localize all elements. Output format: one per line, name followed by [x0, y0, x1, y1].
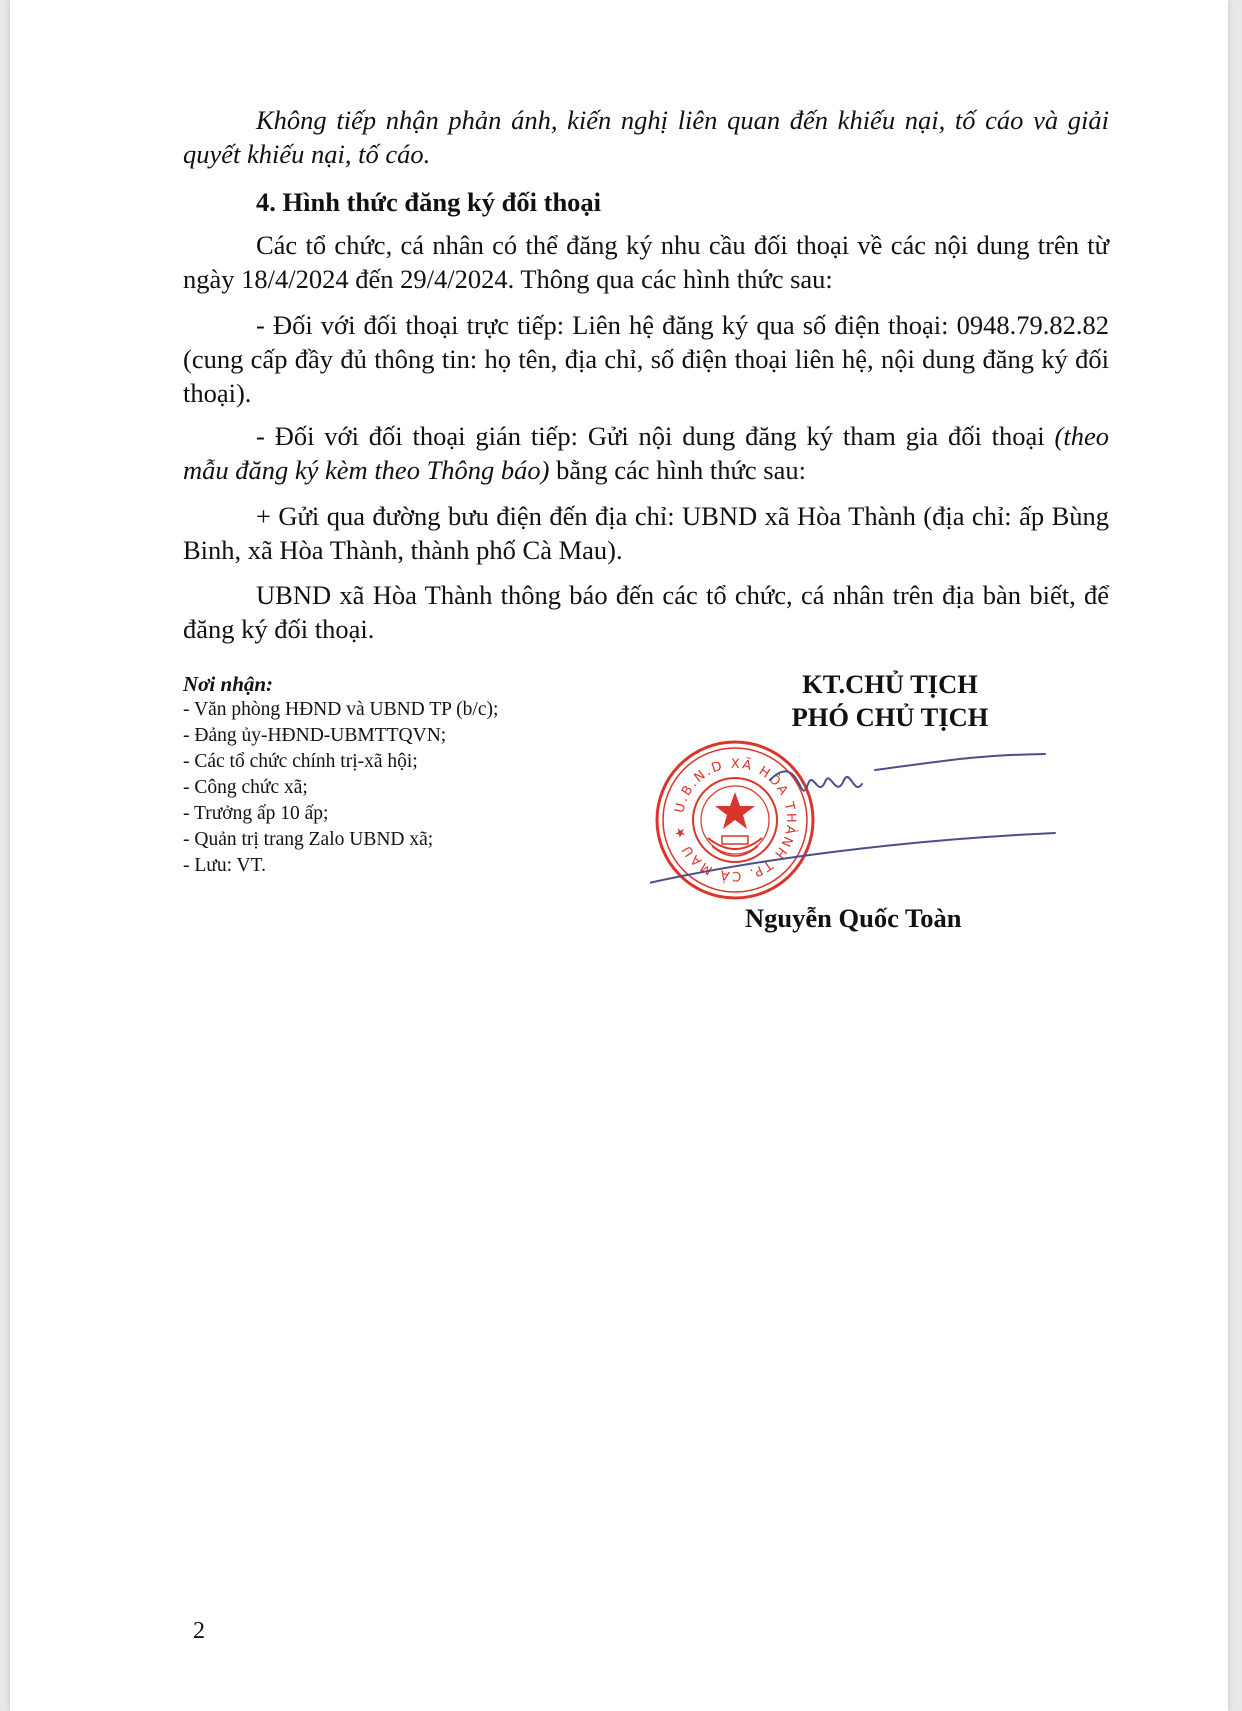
page-number: 2 [193, 1618, 205, 1644]
paragraph-registration-period: Các tổ chức, cá nhân có thể đăng ký nhu cầu đối thoại về các nội dung trên từ ngày 18/4/2024 đến 29/4/2024. Thông qua các hình thức sau: [183, 230, 1109, 294]
section-heading: 4. Hình thức đăng ký đối thoại [256, 187, 602, 217]
recipient-item: - Công chức xã; [183, 777, 308, 798]
signature-title-line2: PHÓ CHỦ TỊCH [791, 702, 989, 732]
recipients-list [183, 671, 643, 879]
recipient-item: - Trưởng ấp 10 ấp; [183, 803, 329, 824]
recipients-title: Nơi nhận: [183, 672, 274, 696]
recipient-item: - Đảng ủy-HĐND-UBMTTQVN; [183, 725, 447, 746]
document-page [10, 0, 1228, 1711]
indirect-text-italic: (theo mẫu đăng ký kèm theo Thông báo) [183, 421, 1109, 485]
paragraph-direct-dialogue: - Đối với đối thoại trực tiếp: Liên hệ đăng ký qua số điện thoại: 0948.79.82.82 (cung cấp đầy đủ thông tin: họ tên, địa chỉ, số điện thoại liên hệ, nội dung đăng ký đối thoại). [183, 310, 1109, 408]
official-seal-icon [650, 740, 1070, 910]
recipient-item: - Văn phòng HĐND và UBND TP (b/c); [183, 699, 499, 720]
paragraph-indirect-dialogue [183, 419, 1109, 487]
recipient-item: - Các tổ chức chính trị-xã hội; [183, 751, 418, 772]
indirect-text-start: - Đối với đối thoại gián tiếp: Gửi nội dung đăng ký tham gia đối thoại [256, 421, 1055, 451]
signature-title-line1: KT.CHỦ TỊCH [802, 669, 978, 699]
indirect-text-end: bằng các hình thức sau: [549, 455, 806, 485]
paragraph-postal: + Gửi qua đường bưu điện đến địa chỉ: UBND xã Hòa Thành (địa chỉ: ấp Bùng Binh, xã Hòa Thành, thành phố Cà Mau). [183, 501, 1109, 565]
signature-title [720, 668, 1060, 734]
stamp-and-signature [650, 740, 1070, 910]
seal-lettering: U.B.N.D XÃ HÒA THÀNH TP. CÀ MAU ★ [671, 756, 799, 884]
paragraph-announcement: UBND xã Hòa Thành thông báo đến các tổ chức, cá nhân trên địa bàn biết, để đăng ký đối thoại. [183, 580, 1109, 644]
paragraph-exclusion: Không tiếp nhận phản ánh, kiến nghị liên quan đến khiếu nại, tố cáo và giải quyết khiếu nại, tố cáo. [183, 105, 1109, 169]
recipient-item: - Quản trị trang Zalo UBND xã; [183, 829, 434, 850]
signer-name: Nguyễn Quốc Toàn [745, 903, 962, 933]
recipient-item: - Lưu: VT. [183, 855, 266, 876]
